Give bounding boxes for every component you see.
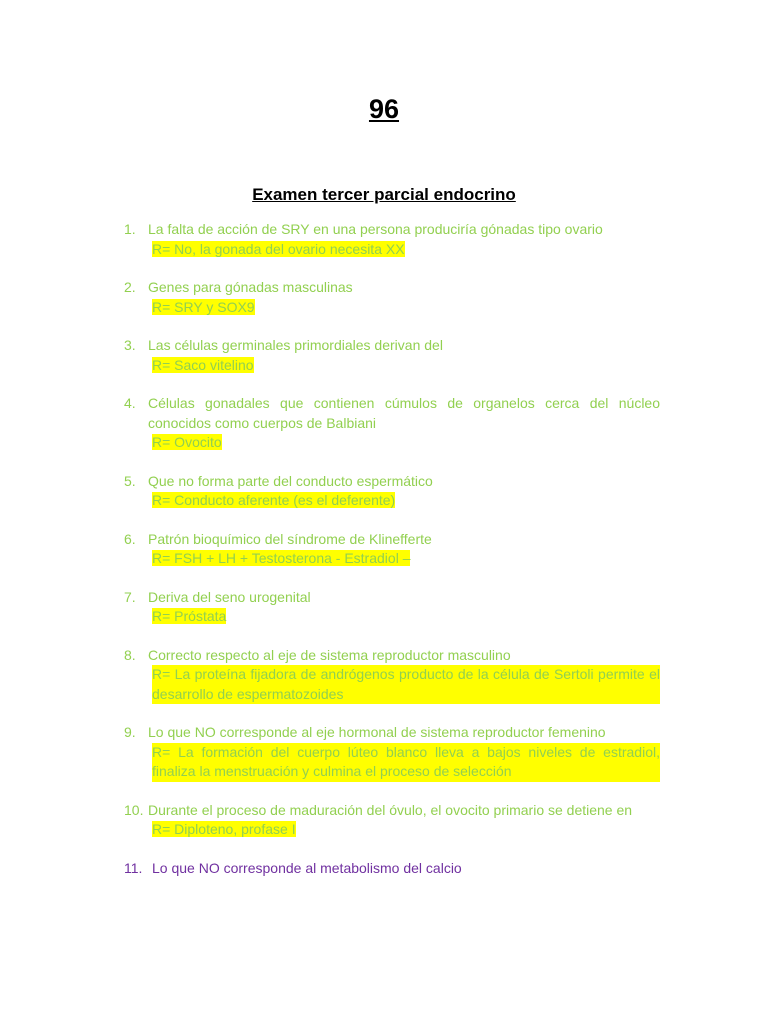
question-text: Correcto respecto al eje de sistema reproductor masculino — [148, 646, 511, 663]
question-number: 10. — [124, 801, 144, 818]
question-text: Lo que NO corresponde al eje hormonal de sistema reproductor femenino — [148, 724, 606, 740]
question-item-5 — [124, 472, 660, 511]
question-text: Genes para gónadas masculinas — [148, 279, 353, 295]
question-number: 6. — [124, 530, 136, 547]
answer — [152, 240, 660, 260]
question-number: 11. — [124, 859, 143, 876]
question-number: 2. — [124, 279, 136, 295]
question-number: 9. — [124, 724, 136, 740]
question-item-1 — [124, 220, 660, 259]
answer-text: R= Saco vitelino — [152, 356, 254, 373]
answer-text: R= FSH + LH + Testosterona - Estradiol – — [152, 550, 411, 566]
answer-text: R= La proteína fijadora de andrógenos producto de la célula de Sertoli permite el desarrollo de espermatozoides — [152, 665, 660, 704]
question-item-8 — [124, 646, 660, 705]
question-item-2 — [124, 278, 660, 317]
answer — [152, 356, 660, 376]
question-text: Que no forma parte del conducto espermático — [148, 472, 433, 489]
answer — [152, 298, 660, 318]
page-number: 96 — [368, 94, 400, 124]
answer — [152, 820, 660, 840]
question-item-4 — [124, 394, 660, 453]
answer — [152, 433, 660, 453]
question-number: 1. — [124, 221, 136, 237]
answer-text: R= Ovocito — [152, 434, 222, 450]
question-text: Durante el proceso de maduración del óvulo, el ovocito primario se detiene en — [148, 801, 633, 818]
question-text: Lo que NO corresponde al metabolismo del calcio — [152, 859, 462, 876]
answer-text: R= Próstata — [152, 608, 227, 624]
question-number: 8. — [124, 646, 136, 663]
answer-text: R= No, la gonada del ovario necesita XX — [152, 240, 405, 257]
question-item-3 — [124, 336, 660, 375]
question-item-6 — [124, 530, 660, 569]
question-number: 7. — [124, 588, 136, 605]
question-text: Células gonadales que contienen cúmulos de organelos cerca del núcleo conocidos como cuerpos de Balbiani — [148, 395, 660, 431]
answer — [152, 491, 660, 511]
answer-text: R= Conducto aferente (es el deferente) — [152, 492, 396, 508]
document-title: Examen tercer parcial endocrino — [252, 185, 516, 204]
question-number: 3. — [124, 337, 136, 353]
question-item-10 — [124, 801, 660, 840]
question-number: 5. — [124, 472, 136, 489]
answer-text: R= SRY y SOX9 — [152, 298, 255, 315]
answer — [152, 607, 660, 627]
question-text: Patrón bioquímico del síndrome de Klinefferte — [148, 530, 432, 547]
answer-text: R= La formación del cuerpo lúteo blanco lleva a bajos niveles de estradiol, finaliza la menstruación y culmina el proceso de selección — [152, 743, 660, 782]
question-item-11 — [124, 859, 660, 879]
question-item-7 — [124, 588, 660, 627]
question-text: La falta de acción de SRY en una persona produciría gónadas tipo ovario — [148, 221, 603, 237]
answer — [152, 665, 660, 704]
answer — [152, 549, 660, 569]
question-text: Las células germinales primordiales derivan del — [148, 337, 443, 353]
answer-text: R= Diploteno, profase I — [152, 821, 296, 837]
question-list — [124, 220, 660, 878]
question-number: 4. — [124, 395, 136, 411]
answer — [152, 743, 660, 782]
question-item-9 — [124, 723, 660, 782]
question-text: Deriva del seno urogenital — [148, 588, 311, 605]
